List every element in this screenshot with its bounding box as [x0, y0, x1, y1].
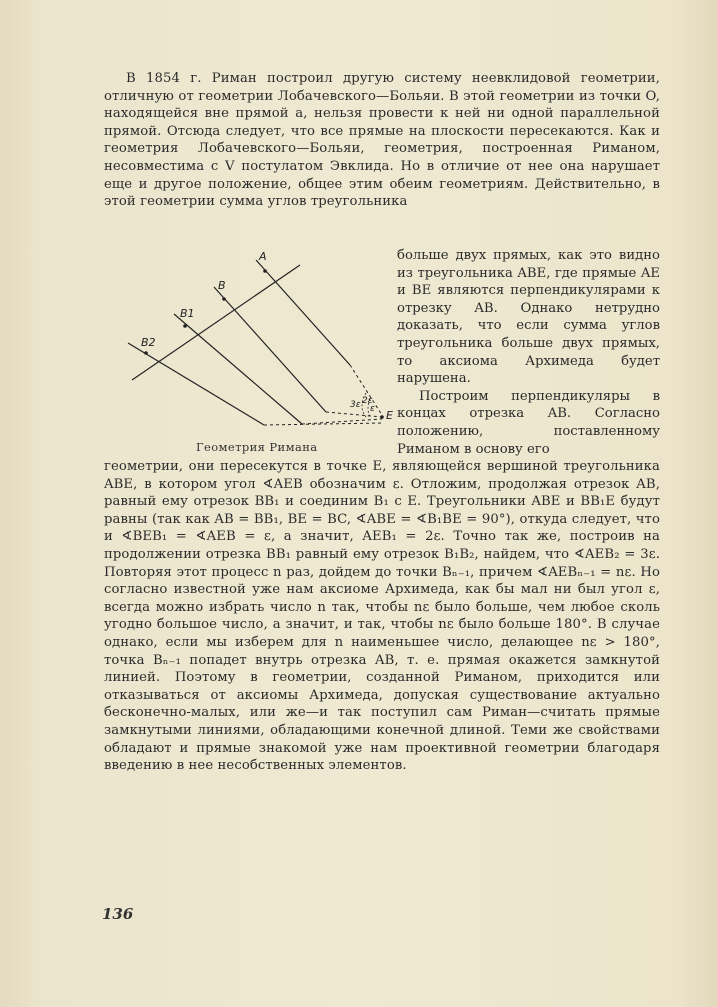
figure-wrap-block — [104, 247, 660, 475]
figure-caption: Геометрия Римана — [196, 440, 318, 454]
side-text-column — [397, 247, 660, 458]
dashed-b2-e — [264, 423, 382, 425]
paragraph-3: геометрии, они пересекутся в точке E, являющейся вершиной треугольника ABE, в котором угол ∢AEB обозначим ε. Отложим, продолжая отрезок AB, равный ему отрезок BB₁ и соединим B₁ с E. Треугольники ABE и BB₁E будут равны (так как AB = BB₁, BE = BC, ∢ABE = ∢B₁BE = 90°), откуда следует, что и ∢BEB₁ = ∢AEB = ε, а значит, AEB₁ = 2ε. Точно так же, построив на продолжении отрезка BB₁ равный ему отрезок B₁B₂, найдем, что ∢AEB₂ = 3ε. Повторяя этот процесс n раз, дойдем до точки Bₙ₋₁, причем ∢AEBₙ₋₁ = nε. Но согласно известной уже нам аксиоме Архимеда, как бы мал ни был угол ε, всегда можно избрать число n так, чтобы nε было больше, чем любое сколь угодно большое число, а значит, и так, чтобы nε было больше 180°. В случае однако, если мы изберем для n наименьшее число, делающее nε > 180°, точка Bₙ₋₁ попадет внутрь отрезка AB, т. е. прямая окажется замкнутой линией. Поэтому в геометрии, созданной Риманом, приходится или отказываться от аксиомы Архимеда, допуская существование актуально бесконечно-малых, или же—и так поступил сам Риман—считать прямые замкнутыми линиями, обладающими конечной длиной. Теми же свойствами обладают и прямые знакомой уже нам проективной геометрии благодаря введению в нее несобственных элементов. — [104, 459, 660, 774]
riemann-geometry-figure — [104, 247, 397, 461]
point-b2 — [144, 351, 148, 355]
label-angle-e: ε — [370, 404, 375, 414]
perpendicular-b2 — [128, 343, 264, 425]
label-angle-3e: 3ε — [350, 400, 361, 410]
paragraph-1: В 1854 г. Риман построил другую систему неевклидовой геометрии, отличную от геометрии Лобачевского—Больяи. В этой геометрии из точки O, находящейся вне прямой a, нельзя провести к ней ни одной параллельной прямой. Отсюда следует, что все прямые на плоскости пересекаются. Как и геометрия Лобачевского—Больяи, геометрия, построенная Риманом, несовместима с V постулатом Эвклида. Но в отличие от нее она нарушает еще и другое положение, общее этим обеим геометриям. Действительно, в этой геометрии сумма углов треугольника — [104, 71, 660, 210]
perpendicular-b1 — [174, 314, 302, 424]
paragraph-2b: Построим перпендикуляры в концах отрезка AB. Согласно положению, поставленному Риманом в основу его — [397, 388, 660, 457]
label-e: E — [386, 409, 393, 422]
point-e — [380, 415, 384, 419]
page-number: 136 — [102, 905, 134, 923]
paragraph-2a: больше двух прямых, как это видно из треугольника ABE, где прямые AE и BE являются перпендикулярами к отрезку AB. Однако нетрудно доказать, что если сумма углов треугольника больше двух прямых, то аксиома Архимеда будет нарушена. — [397, 248, 660, 387]
perpendicular-b — [214, 287, 326, 412]
label-b2: B2 — [141, 336, 156, 349]
point-b1 — [183, 324, 187, 328]
label-b1: B1 — [180, 307, 195, 320]
point-b — [222, 297, 226, 301]
label-b: B — [218, 279, 226, 292]
label-angle-2e: 2ε — [362, 396, 373, 406]
point-a — [263, 269, 267, 273]
line-ab — [132, 265, 300, 380]
label-a: A — [259, 250, 267, 263]
figure-diagram — [104, 247, 397, 461]
